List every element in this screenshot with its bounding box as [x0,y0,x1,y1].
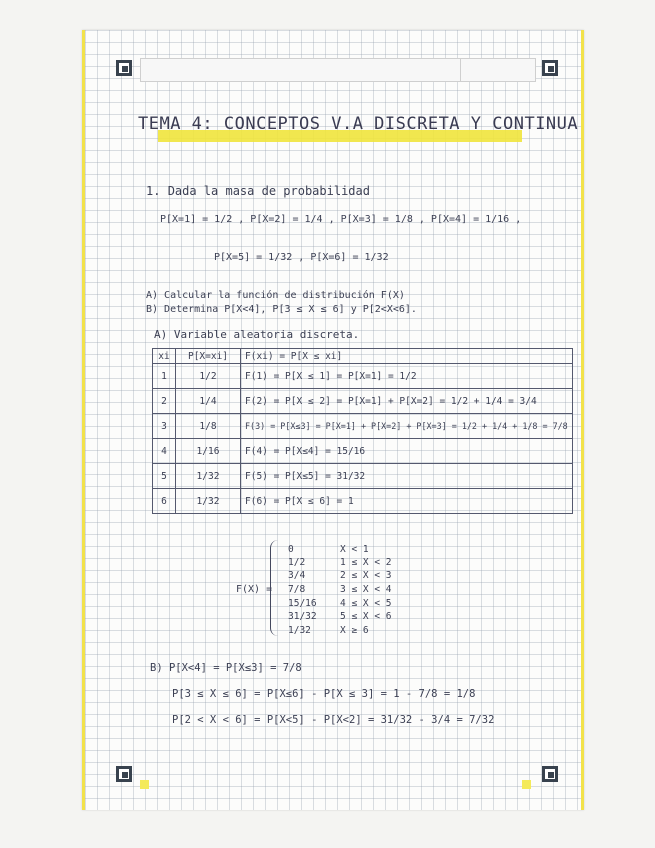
yellow-marker-right [522,780,531,789]
table-row [153,464,573,489]
piecewise-condition: 2 ≤ X < 3 [340,570,392,581]
table-header-p: P[X=xi] [176,349,241,364]
table-cell: 3 [153,414,176,439]
distribution-table [152,348,573,514]
piecewise-condition: 1 ≤ X < 2 [340,557,392,568]
table-cell: 1/4 [176,389,241,414]
piecewise-value: 0 [288,544,294,555]
task-b: B) Determina P[X<4], P[3 ≤ X ≤ 6] y P[2<X<6]. [146,304,417,315]
table-header-row [153,349,573,364]
piecewise-condition: 3 ≤ X < 4 [340,584,392,595]
table-cell: F(3) = P[X≤3] = P[X=1] + P[X=2] + P[X=3] = 1/2 + 1/4 + 1/8 = 7/8 [241,414,573,439]
table-cell: 1/16 [176,439,241,464]
piecewise-value: 1/2 [288,557,306,568]
table-cell: F(4) = P[X≤4] = 15/16 [241,439,573,464]
piecewise-condition: X ≥ 6 [340,625,369,636]
piecewise-condition: 4 ≤ X < 5 [340,598,392,609]
piecewise-condition: X < 1 [340,544,369,555]
table-cell: 1/32 [176,489,241,514]
header-field [140,58,536,82]
piecewise-value: 7/8 [288,584,306,595]
piecewise-label: F(X) = [236,584,273,595]
task-a: A) Calcular la función de distribución F(X) [146,290,405,301]
table-row [153,389,573,414]
table-cell: 4 [153,439,176,464]
yellow-marker-left [140,780,149,789]
table-header-xi: xi [153,349,176,364]
corner-marker-top-left [116,60,132,76]
piecewise-value: 31/32 [288,611,317,622]
table-row [153,489,573,514]
table-cell: F(5) = P[X≤5] = 31/32 [241,464,573,489]
table-row [153,364,573,389]
exercise-number: 1. [146,184,161,198]
piecewise-value: 3/4 [288,570,306,581]
probabilities-line-1: P[X=1] = 1/2 , P[X=2] = 1/4 , P[X=3] = 1/8 , P[X=4] = 1/16 , [160,214,522,225]
table-row [153,439,573,464]
table-cell: F(2) = P[X ≤ 2] = P[X=1] + P[X=2] = 1/2 + 1/4 = 3/4 [241,389,573,414]
part-b-line-3: P[2 < X < 6] = P[X<5] - P[X<2] = 31/32 - 3/4 = 7/32 [172,714,495,726]
piecewise-value: 1/32 [288,625,311,636]
exercise-statement [146,184,370,198]
page-title: TEMA 4: CONCEPTOS V.A DISCRETA Y CONTINUA [138,114,579,134]
exercise-statement-text: Dada la masa de probabilidad [167,184,370,198]
table-cell: 1 [153,364,176,389]
table-row [153,414,573,439]
table-header-f: F(xi) = P[X ≤ xi] [241,349,573,364]
piecewise-value: 15/16 [288,598,317,609]
part-b-line-2: P[3 ≤ X ≤ 6] = P[X≤6] - P[X ≤ 3] = 1 - 7/8 = 1/8 [172,688,476,700]
table-cell: F(1) = P[X ≤ 1] = P[X=1] = 1/2 [241,364,573,389]
part-b-line-1: B) P[X<4] = P[X≤3] = 7/8 [150,662,302,674]
table-cell: 6 [153,489,176,514]
table-cell: F(6) = P[X ≤ 6] = 1 [241,489,573,514]
piecewise-condition: 5 ≤ X < 6 [340,611,392,622]
header-field-divider [460,58,461,81]
corner-marker-bottom-right [542,766,558,782]
part-a-heading: A) Variable aleatoria discreta. [154,328,360,341]
probabilities-line-2: P[X=5] = 1/32 , P[X=6] = 1/32 [214,252,389,263]
table-cell: 2 [153,389,176,414]
table-cell: 1/32 [176,464,241,489]
corner-marker-bottom-left [116,766,132,782]
table-cell: 5 [153,464,176,489]
corner-marker-top-right [542,60,558,76]
table-cell: 1/8 [176,414,241,439]
piecewise-brace [270,540,281,636]
table-cell: 1/2 [176,364,241,389]
